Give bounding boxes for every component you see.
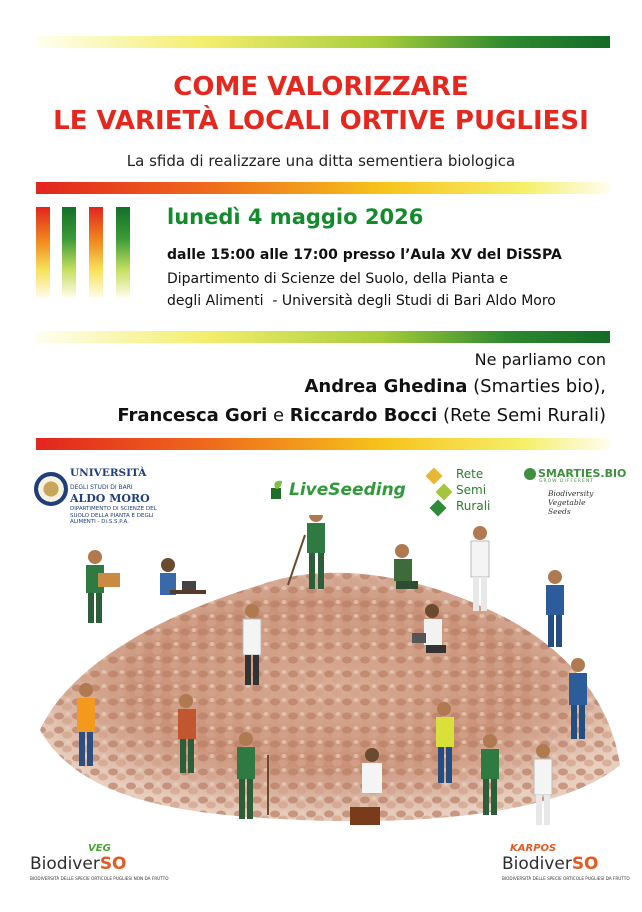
event-time-place: dalle 15:00 alle 17:00 presso l’Aula XV del DiSSPA xyxy=(167,247,562,263)
worker-kneeling-icon xyxy=(394,544,418,589)
veg-biodiverso-logo xyxy=(30,843,180,883)
rete-line-1: Rete xyxy=(456,467,484,481)
worker-farmer-crates-icon xyxy=(86,550,120,623)
conjunction: e xyxy=(267,405,290,426)
speaker-name-ghedina: Andrea Ghedina xyxy=(304,376,468,397)
smarties-tagline: GROW DIFFERENT xyxy=(539,479,594,484)
veg-main-a: Biodiver xyxy=(30,854,100,874)
speaker-name-bocci: Riccardo Bocci xyxy=(289,405,438,426)
decor-bar-2 xyxy=(62,207,76,297)
decor-bar-3 xyxy=(89,207,103,297)
university-seal-icon xyxy=(34,472,68,506)
title-line-1: COME VALORIZZARE xyxy=(173,72,469,102)
uniba-subname: DEGLI STUDI DI BARI xyxy=(70,484,133,491)
veg-main xyxy=(30,854,127,874)
rete-line-2: Semi xyxy=(456,483,487,497)
worker-blue-clipboard-icon xyxy=(546,570,564,647)
speaker-line-1 xyxy=(304,376,606,397)
speaker-name-gori: Francesca Gori xyxy=(117,405,268,426)
department-line-1: Dipartimento di Scienze del Suolo, della Pianta e xyxy=(167,271,508,287)
diamond-icon xyxy=(426,468,443,485)
speaker-org-smarties: (Smarties bio), xyxy=(467,376,606,397)
speakers-intro: Ne parliamo con xyxy=(474,350,606,369)
speakers-bottom-band xyxy=(36,438,610,450)
diamond-icon xyxy=(436,484,453,501)
rete-semi-rurali-logo xyxy=(424,466,514,522)
veg-main-b: SO xyxy=(99,854,127,874)
uniba-aldo-moro: ALDO MORO xyxy=(70,492,150,505)
karpos-subtitle: BIODIVERSITÀ DELLE SPECIE ORTICOLE PUGLIESI DA FRUTTO xyxy=(502,876,630,881)
diamond-icon xyxy=(430,500,447,517)
top-color-band xyxy=(36,36,610,48)
decor-bar-1 xyxy=(36,207,50,297)
karpos-biodiverso-logo xyxy=(498,843,630,883)
karpos-main-a: Biodiver xyxy=(502,854,572,874)
karpos-main-b: SO xyxy=(571,854,599,874)
smarties-name: SMARTIES.BIO xyxy=(538,467,627,480)
smarties-script: Biodiversity Vegetable Seeds xyxy=(548,489,594,516)
seed-pile-illustration xyxy=(0,515,642,845)
liveseeding-name: LiveSeeding xyxy=(289,480,406,500)
smarties-badge-icon xyxy=(524,468,536,480)
leaf-icon xyxy=(270,480,284,500)
liveseeding-logo xyxy=(270,476,410,506)
middle-color-band xyxy=(36,182,610,194)
rete-name xyxy=(456,466,490,514)
speaker-line-2 xyxy=(117,405,606,426)
uniba-name: UNIVERSITÀ xyxy=(70,467,147,479)
rete-line-3: Rurali xyxy=(456,499,491,513)
subtitle: La sfida di realizzare una ditta sementiera biologica xyxy=(126,152,516,170)
scientist-flask-icon xyxy=(471,526,489,611)
decor-bar-4 xyxy=(116,207,130,297)
speakers-top-band xyxy=(36,331,610,343)
speaker-org-rete: (Rete Semi Rurali) xyxy=(437,405,606,426)
worker-laptop-desk-icon xyxy=(160,558,206,595)
veg-tag: VEG xyxy=(88,843,111,854)
department-line-2: degli Alimenti - Università degli Studi di Bari Aldo Moro xyxy=(167,293,556,309)
event-date: lunedì 4 maggio 2026 xyxy=(167,205,424,229)
karpos-main xyxy=(502,854,599,874)
uniba-department: DIPARTIMENTO DI SCIENZE DEL SUOLO DELLA PIANTA E DEGLI ALIMENTI - Di.S.S.P.A. xyxy=(70,506,157,525)
karpos-tag: KARPOS xyxy=(510,843,557,854)
veg-subtitle: BIODIVERSITÀ DELLE SPECIE ORTICOLE PUGLIESI NON DA FRUTTO xyxy=(30,876,169,881)
title-line-2: LE VARIETÀ LOCALI ORTIVE PUGLIESI xyxy=(53,106,589,136)
